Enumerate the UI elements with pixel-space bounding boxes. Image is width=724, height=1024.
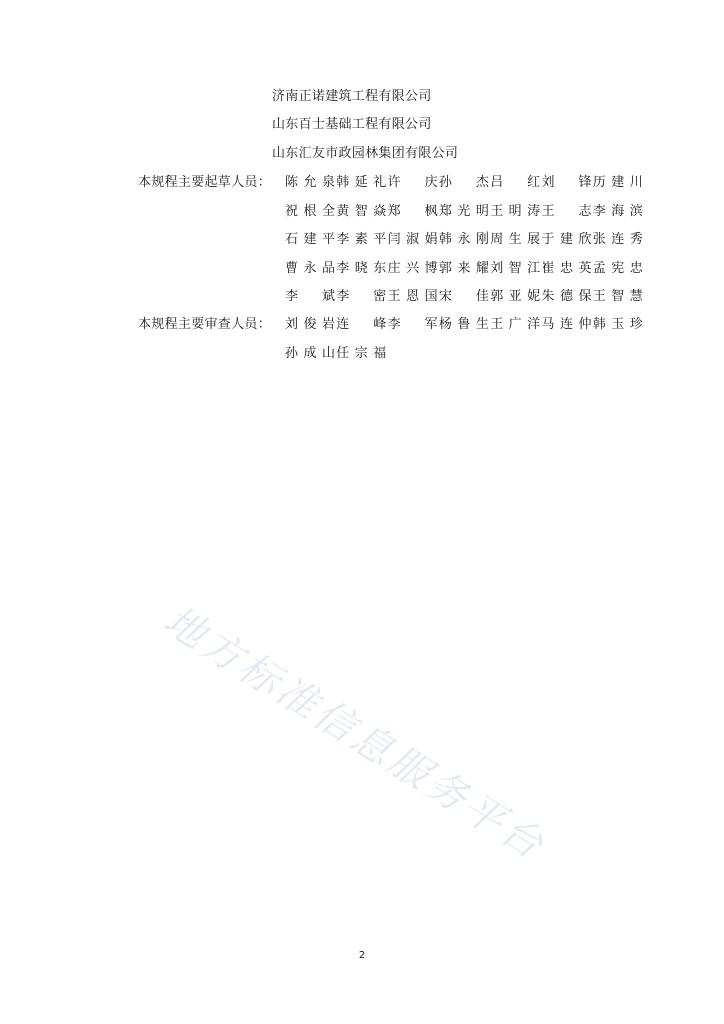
- person-name: 韩 永 刚: [438, 232, 489, 247]
- person-name: 周 生 展: [490, 232, 541, 247]
- person-name: 刘 俊 岩: [285, 317, 335, 332]
- person-name: 韩 玉 珍: [592, 317, 643, 332]
- person-name: 任 宗 福: [336, 345, 387, 361]
- person-name: 李 素 平: [336, 232, 387, 247]
- person-name: 历 建 川: [592, 175, 643, 190]
- person-name: 王 明 涛: [490, 203, 541, 219]
- watermark: 地方标准信息服务平台: [155, 597, 554, 870]
- person-name: 朱 德 保: [541, 289, 592, 304]
- person-name: 黄 智 焱: [336, 203, 387, 219]
- person-name: 李 晓 东: [336, 260, 387, 276]
- person-name: 李 斌: [285, 289, 335, 304]
- person-name: 王 广 洋: [490, 317, 541, 332]
- organization-1: 济南正诺建筑工程有限公司: [272, 89, 432, 104]
- person-name: 宋 佳: [438, 289, 489, 304]
- person-name: 庄 兴 博: [387, 260, 438, 276]
- person-name: 孟 宪 忠: [592, 260, 643, 276]
- person-name: 郑 枫: [387, 203, 438, 219]
- person-name: 杨 鲁 生: [438, 317, 489, 332]
- person-name: 张 连 秀: [592, 232, 643, 247]
- person-name: 许 庆: [387, 175, 438, 190]
- person-name: 郭 来 耀: [438, 260, 489, 276]
- organization-2: 山东百士基础工程有限公司: [272, 117, 432, 132]
- person-name: 闫 淑 娟: [387, 232, 438, 247]
- person-name: 李 海 滨: [592, 203, 643, 219]
- person-name: 李 密: [336, 289, 387, 304]
- reviewers-label: 本规程主要审查人员：: [138, 317, 272, 332]
- person-name: 王 智 慧: [592, 289, 643, 304]
- page-number: 2: [358, 950, 366, 961]
- person-name: 曹 永 品: [285, 260, 335, 276]
- person-name: 韩 延 礼: [336, 175, 387, 190]
- person-name: 石 建 平: [285, 232, 335, 247]
- person-name: 郑 光 明: [438, 203, 489, 219]
- person-name: 陈 允 泉: [285, 175, 335, 190]
- person-name: 崔 忠 英: [541, 260, 592, 276]
- person-name: 刘 智 江: [490, 260, 541, 276]
- person-name: 孙 杰: [438, 175, 489, 190]
- person-name: 吕 红: [490, 175, 541, 190]
- person-name: 连 峰: [336, 317, 387, 332]
- person-name: 马 连 仲: [541, 317, 592, 332]
- person-name: 王 志: [541, 203, 592, 219]
- person-name: 李 军: [387, 317, 438, 332]
- drafters-label: 本规程主要起草人员：: [138, 175, 272, 190]
- person-name: 刘 锋: [541, 175, 592, 190]
- person-name: 孙 成 山: [285, 345, 335, 361]
- person-name: 于 建 欣: [541, 232, 592, 247]
- person-name: 祝 根 全: [285, 203, 335, 219]
- person-name: 王 恩 国: [387, 289, 438, 304]
- organization-3: 山东汇友市政园林集团有限公司: [272, 146, 459, 161]
- person-name: 郭 亚 妮: [490, 289, 541, 304]
